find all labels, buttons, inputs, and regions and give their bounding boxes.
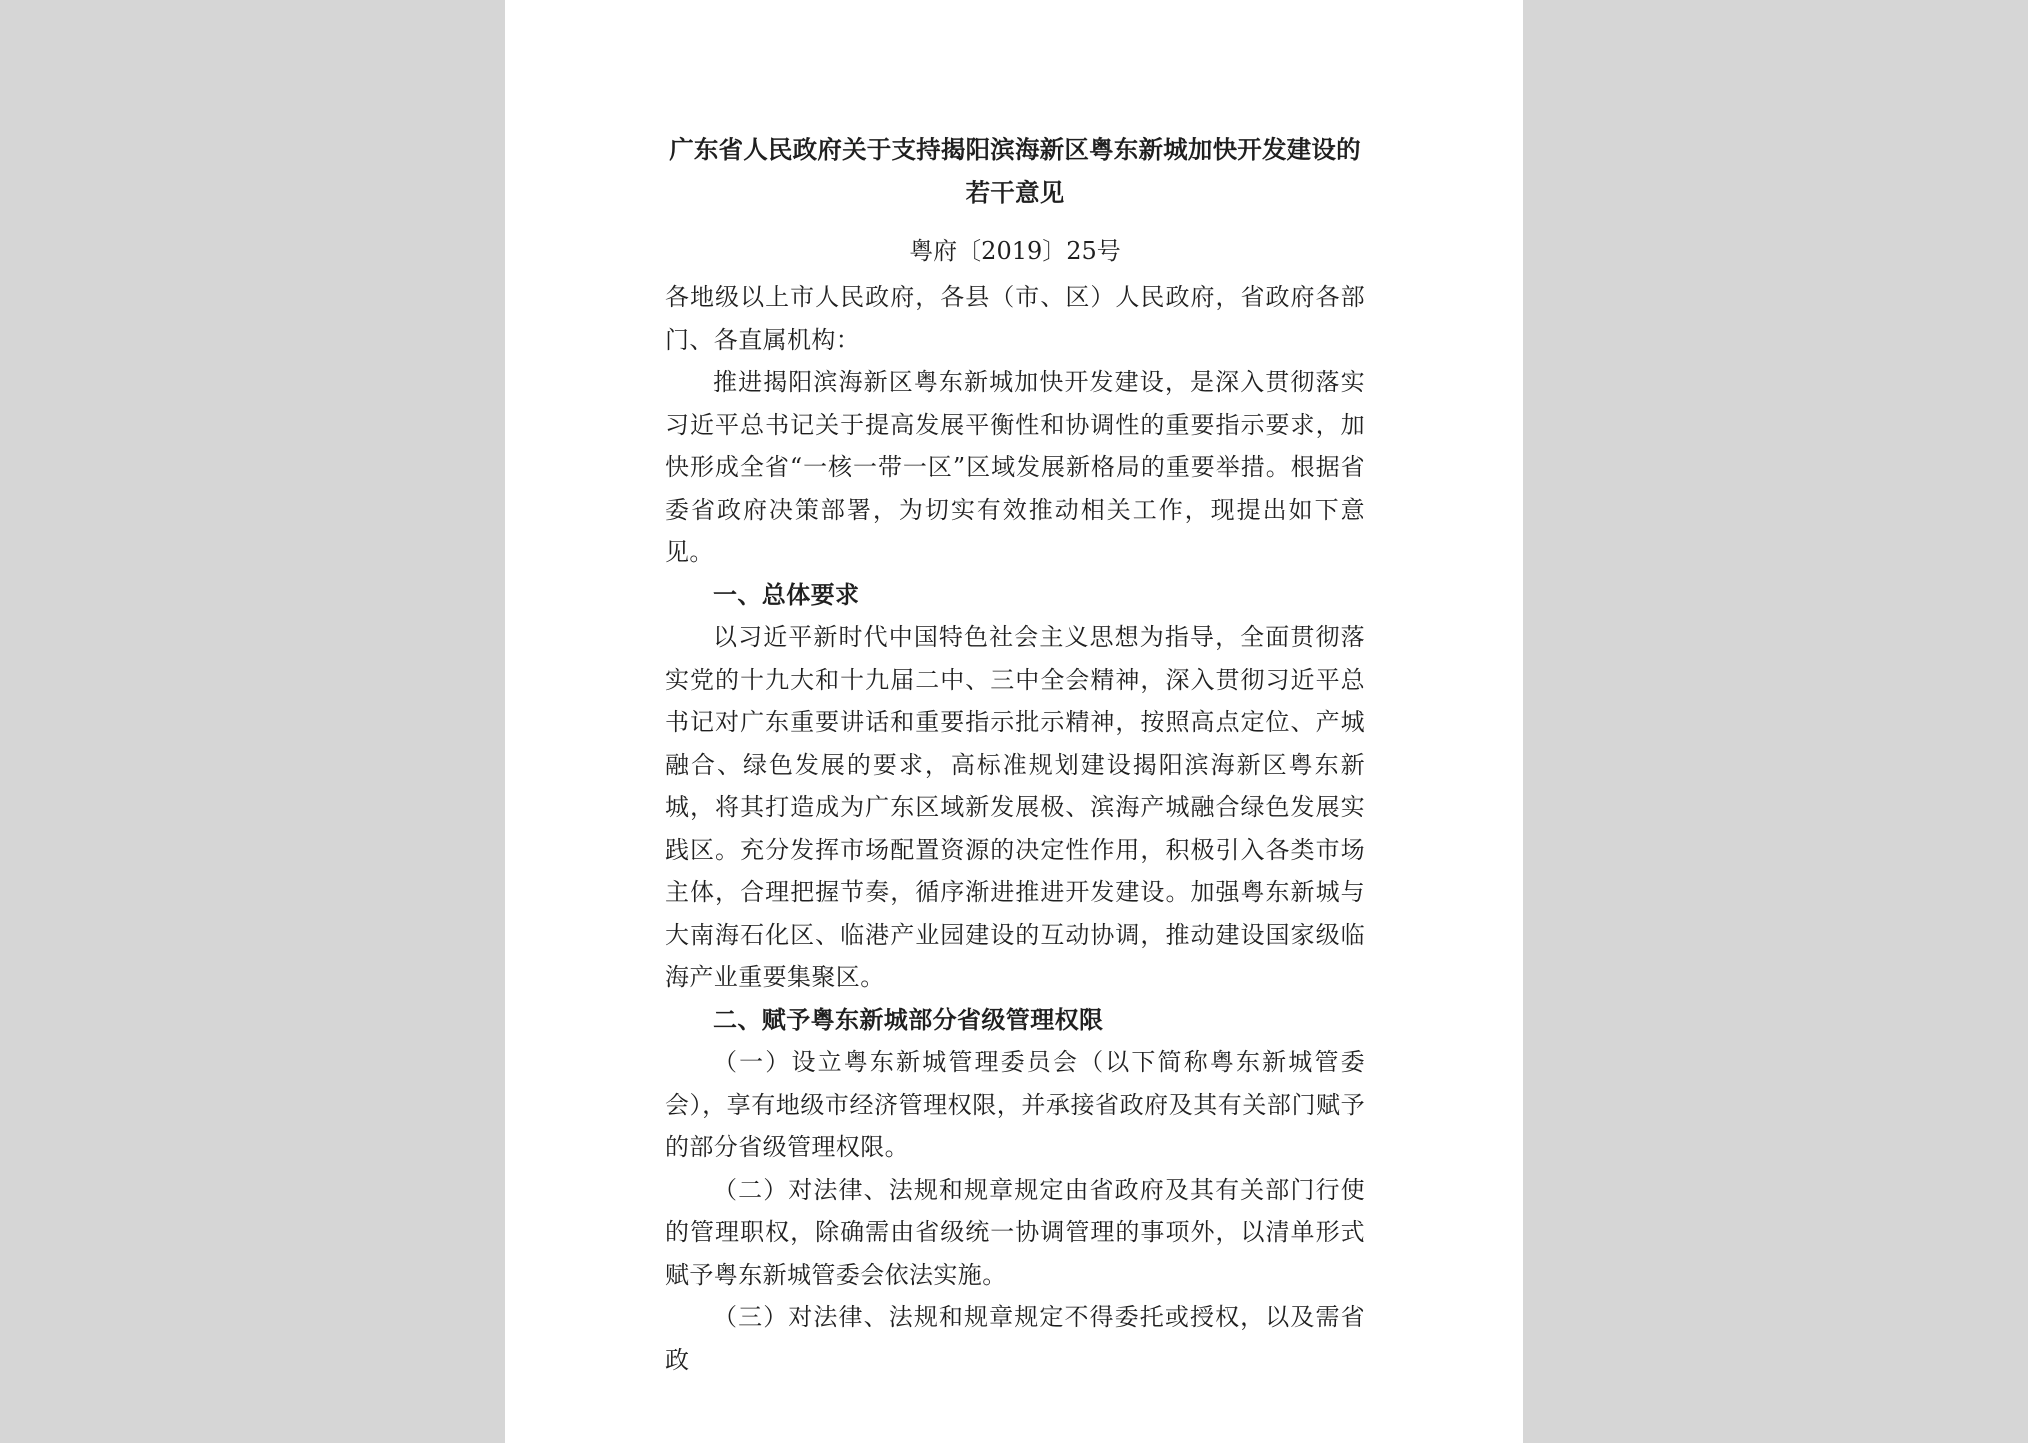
intro-paragraph: 推进揭阳滨海新区粤东新城加快开发建设，是深入贯彻落实习近平总书记关于提高发展平衡性和协调性的重要指示要求，加快形成全省“一核一带一区”区域发展新格局的重要举措。根据省委省政府决策部署，为切实有效推动相关工作，现提出如下意见。 bbox=[665, 368, 1365, 566]
document-title: 广东省人民政府关于支持揭阳滨海新区粤东新城加快开发建设的若干意见 bbox=[669, 135, 1361, 207]
item-two-paragraph: （二）对法律、法规和规章规定由省政府及其有关部门行使的管理职权，除确需由省级统一协调管理的事项外，以清单形式赋予粤东新城管委会依法实施。 bbox=[665, 1175, 1365, 1289]
item-one-paragraph: （一）设立粤东新城管理委员会（以下简称粤东新城管委会），享有地级市经济管理权限，并承接省政府及其有关部门赋予的部分省级管理权限。 bbox=[665, 1048, 1365, 1161]
item-three-paragraph: （三）对法律、法规和规章规定不得委托或授权，以及需省政 bbox=[665, 1303, 1365, 1374]
document-number: 粤府〔2019〕25号 bbox=[909, 237, 1121, 265]
document-page bbox=[505, 0, 1523, 1443]
section-heading-management-authority: 二、赋予粤东新城部分省级管理权限 bbox=[713, 1004, 1104, 1034]
general-requirements-paragraph: 以习近平新时代中国特色社会主义思想为指导，全面贯彻落实党的十九大和十九届二中、三中全会精神，深入贯彻习近平总书记对广东重要讲话和重要指示批示精神，按照高点定位、产城融合、绿色发展的要求，高标准规划建设揭阳滨海新区粤东新城，将其打造成为广东区域新发展极、滨海产城融合绿色发展实践区。充分发挥市场配置资源的决定性作用，积极引入各类市场主体，合理把握节奏，循序渐进推进开发建设。加强粤东新城与大南海石化区、临港产业园建设的互动协调，推动建设国家级临海产业重要集聚区。 bbox=[665, 623, 1365, 991]
section-heading-general-requirements: 一、总体要求 bbox=[713, 579, 860, 609]
addressee-paragraph: 各地级以上市人民政府，各县（市、区）人民政府，省政府各部门、各直属机构： bbox=[665, 283, 1365, 354]
